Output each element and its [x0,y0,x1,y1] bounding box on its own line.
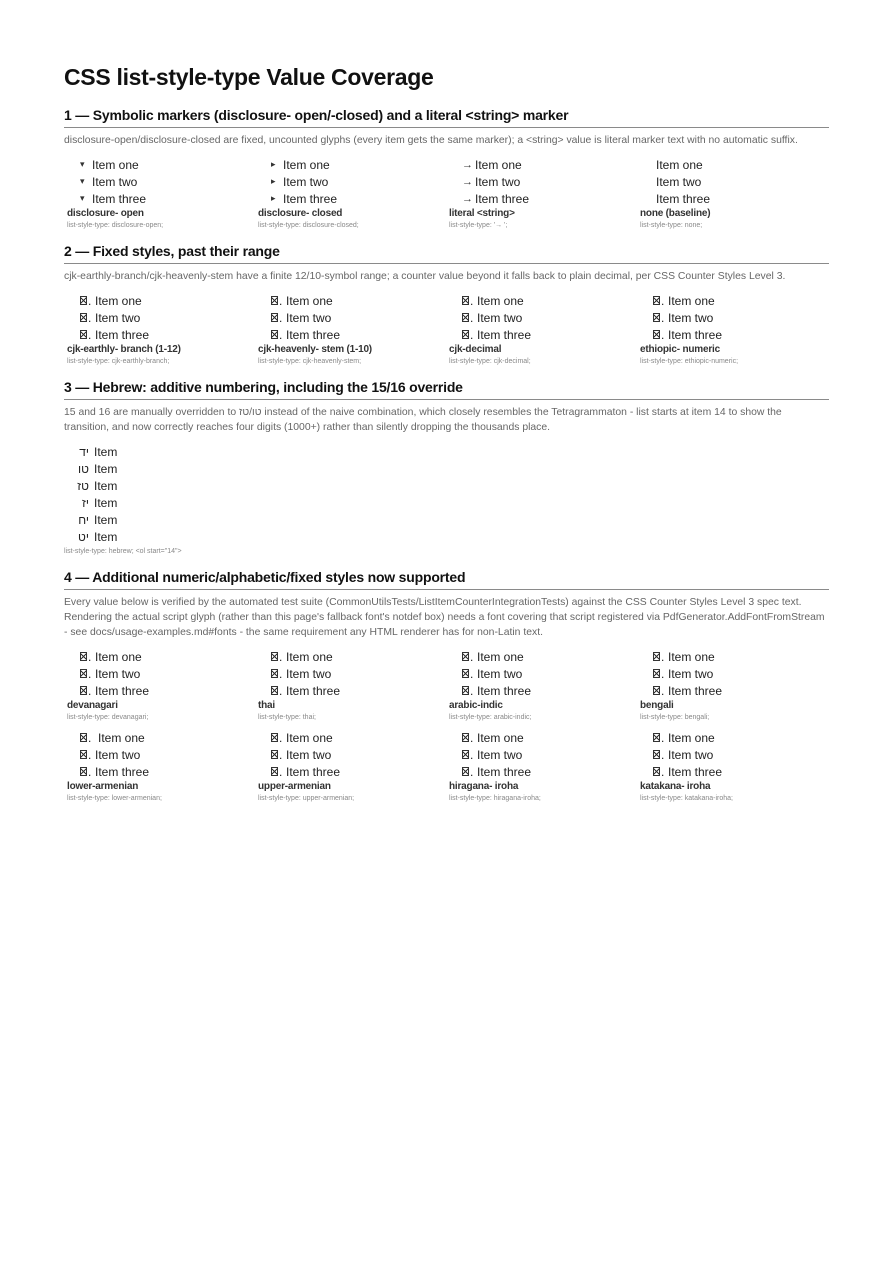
notdef-glyph-icon [653,733,660,742]
notdef-glyph-icon [271,686,278,695]
section-fixed-styles [64,243,829,365]
notdef-glyph-icon [80,313,87,322]
list-item: . Item three [271,682,446,699]
list-item-text: Item one [668,730,715,745]
list-item: . Item one [80,292,255,309]
list-item [80,173,255,190]
list-item-text: Item two [477,666,523,681]
style-label: cjk-decimal [449,344,502,355]
list-item-text: Item one [98,730,145,745]
section-heading: 3 — Hebrew: additive numbering, including the 15/16 override [64,379,829,400]
notdef-glyph-icon [653,669,660,678]
disclosure-open-marker: ▾ [80,193,85,203]
list-item [462,190,637,207]
hebrew-marker: טז [77,478,89,493]
list-item: . Item three [271,326,446,343]
demo-bengali [637,648,828,721]
list-item-text: Item two [477,310,523,325]
notdef-glyph-icon [462,669,469,678]
demo-disclosure-open [64,156,255,229]
demo-devanagari [64,648,255,721]
notdef-glyph-icon [462,767,469,776]
list-item [72,477,829,494]
style-code: list-style-type: ethiopic-numeric; [640,358,739,365]
style-code: list-style-type: cjk-heavenly-stem; [258,358,362,365]
section-description: Every value below is verified by the automated test suite (CommonUtilsTests/ListItemCounterIntegrationTests) against the CSS Counter Styles Level 3 spec text. Rendering the actual script glyph (rather than this page's fallback font's notdef box) needs a font covering that script registered via PdfGenerator.AddFontFromStream - see docs/usage-examples.md#fonts - the same requirement any HTML renderer has for non-Latin text. [64,597,825,638]
list-item: . Item two [462,746,637,763]
notdef-glyph-icon [271,733,278,742]
hebrew-marker: יד [79,444,89,459]
notdef-glyph-icon [80,733,87,742]
list-item-text: Item [94,461,118,476]
notdef-glyph-icon [80,767,87,776]
demo-thai [255,648,446,721]
style-label: bengali [640,700,674,711]
notdef-glyph-icon [80,652,87,661]
list-item-text: Item two [656,174,702,189]
list-item-text: Item three [92,191,147,206]
section-heading: 1 — Symbolic markers (disclosure- open/-closed) and a literal <string> marker [64,107,829,128]
list-item-text: Item three [477,764,532,779]
arrow-marker: → [462,175,473,188]
list-item-text: Item one [477,649,524,664]
list-item-text: Item two [283,174,329,189]
notdef-glyph-icon [271,313,278,322]
list-item: . Item one [653,648,828,665]
section-description: disclosure-open/disclosure-closed are fixed, uncounted glyphs (every item gets the same marker); a <string> value is literal marker text with no automatic suffix. [64,135,798,146]
hebrew-marker: יז [82,495,89,510]
list-item-text: Item [94,444,118,459]
list-item-text: Item three [283,191,338,206]
list-item: . Item three [80,682,255,699]
list-item: . Item one [462,292,637,309]
list-item [72,511,829,528]
list-item-text: Item one [668,293,715,308]
list-item [72,494,829,511]
notdef-glyph-icon [653,767,660,776]
demo-disclosure-closed [255,156,446,229]
list-grid [64,156,829,229]
style-label: none (baseline) [640,208,711,219]
list-item: . Item one [80,729,255,746]
list-item: . Item one [271,292,446,309]
list-item-text: Item [94,495,118,510]
list-item: . Item two [653,665,828,682]
list-item-text: Item three [477,683,532,698]
list-item: . Item three [80,763,255,780]
hebrew-marker: יט [78,529,89,544]
list-item-text: Item two [92,174,138,189]
style-code: list-style-type: bengali; [640,714,710,721]
notdef-glyph-icon [462,750,469,759]
list-item: . Item two [462,309,637,326]
style-code: list-style-type: upper-armenian; [258,795,355,802]
notdef-glyph-icon [462,330,469,339]
disclosure-closed-marker: ▸ [271,193,276,203]
list-item-text: Item two [668,747,714,762]
style-code: list-style-type: hebrew; <ol start="14"> [64,548,182,555]
demo-katakana-iroha [637,729,828,802]
list-item [80,156,255,173]
list-item-text: Item two [475,174,521,189]
disclosure-open-marker: ▾ [80,159,85,169]
list-item: . Item two [653,309,828,326]
demo-arabic-indic [446,648,637,721]
arrow-marker: → [462,158,473,171]
list-item [271,156,446,173]
list-item-text: Item three [286,683,341,698]
list-item: . Item two [271,746,446,763]
list-item: . Item two [271,665,446,682]
style-code: list-style-type: devanagari; [67,714,149,721]
style-label: arabic-indic [449,700,503,711]
notdef-glyph-icon [80,330,87,339]
list-item: . Item two [653,746,828,763]
list-item [462,173,637,190]
list-item-text: Item one [286,293,333,308]
list-item-text: Item three [95,327,150,342]
list-item-text: Item two [286,747,332,762]
demo-literal-string [446,156,637,229]
list-item: . Item two [80,309,255,326]
list-item: . Item three [462,763,637,780]
list-item-text: Item three [286,764,341,779]
style-code: list-style-type: katakana-iroha; [640,795,733,802]
list-item-text: Item one [477,293,524,308]
notdef-glyph-icon [271,296,278,305]
style-code: list-style-type: cjk-earthly-branch; [67,358,170,365]
list-item: . Item three [462,326,637,343]
section-symbolic-markers [64,107,829,229]
disclosure-open-marker: ▾ [80,176,85,186]
demo-ethiopic-numeric [637,292,828,365]
demo-hiragana-iroha [446,729,637,802]
list-item-text: Item two [477,747,523,762]
list-item: . Item two [80,746,255,763]
list-item: . Item three [80,326,255,343]
section-description: 15 and 16 are manually overridden to טו/טז instead of the naive combination, which closely resembles the Tetragrammaton - list starts at item 14 to show the transition, and now correctly reaches four digits (1000+) rather than silently dropping the thousands place. [64,407,782,433]
style-code: list-style-type: lower-armenian; [67,795,162,802]
notdef-glyph-icon [462,296,469,305]
list-item-text: Item one [283,157,330,172]
style-label: cjk-heavenly- stem (1-10) [258,344,372,355]
list-item-text: Item two [95,310,141,325]
style-code: list-style-type: arabic-indic; [449,714,532,721]
style-label: cjk-earthly- branch (1-12) [67,344,181,355]
notdef-glyph-icon [271,767,278,776]
hebrew-list [64,443,829,545]
list-item-text: Item three [668,764,723,779]
list-item: . Item one [653,292,828,309]
list-item-text: Item three [656,191,711,206]
list-item-text: Item two [95,747,141,762]
section-description: cjk-earthly-branch/cjk-heavenly-stem have a finite 12/10-symbol range; a counter value beyond it falls back to plain decimal, per CSS Counter Styles Level 3. [64,271,786,282]
notdef-glyph-icon [462,652,469,661]
list-item-text: Item one [95,293,142,308]
list-item [72,460,829,477]
notdef-glyph-icon [271,330,278,339]
list-item [72,528,829,545]
list-grid [64,648,829,721]
section-additional-styles [64,569,829,802]
list-item-text: Item two [95,666,141,681]
list-item: . Item one [653,729,828,746]
style-code: list-style-type: cjk-decimal; [449,358,531,365]
list-item-text: Item one [475,157,522,172]
demo-cjk-earthly-branch [64,292,255,365]
notdef-glyph-icon [653,313,660,322]
style-label: lower-armenian [67,781,139,792]
notdef-glyph-icon [653,652,660,661]
list-item [653,190,828,207]
demo-cjk-decimal [446,292,637,365]
demo-cjk-heavenly-stem [255,292,446,365]
list-item: . Item three [271,763,446,780]
style-label: upper-armenian [258,781,331,792]
list-item-text: Item three [95,764,150,779]
section-hebrew [64,379,829,555]
list-item-text: Item three [477,327,532,342]
style-code: list-style-type: thai; [258,714,316,721]
list-item [653,173,828,190]
list-item-text: Item three [95,683,150,698]
list-item: . Item one [80,648,255,665]
list-item: . Item one [462,648,637,665]
notdef-glyph-icon [653,296,660,305]
list-item [80,190,255,207]
notdef-glyph-icon [271,669,278,678]
list-item-text: Item two [286,666,332,681]
disclosure-closed-marker: ▸ [271,176,276,186]
list-item-text: Item one [95,649,142,664]
list-item [653,156,828,173]
notdef-glyph-icon [80,686,87,695]
list-item: . Item two [462,665,637,682]
hebrew-marker: טו [78,461,89,476]
notdef-glyph-icon [462,313,469,322]
list-item: . Item three [653,682,828,699]
notdef-glyph-icon [653,330,660,339]
list-item: . Item three [653,763,828,780]
style-code: list-style-type: none; [640,222,703,229]
list-item-text: Item one [286,730,333,745]
list-item: . Item three [462,682,637,699]
list-item [72,443,829,460]
style-label: thai [258,700,275,711]
list-item-text: Item one [286,649,333,664]
list-grid [64,729,829,802]
style-label: devanagari [67,700,118,711]
list-item [271,173,446,190]
disclosure-closed-marker: ▸ [271,159,276,169]
list-item-text: Item two [668,666,714,681]
list-grid [64,292,829,365]
demo-upper-armenian [255,729,446,802]
list-item-text: Item three [475,191,530,206]
page-title: CSS list-style-type Value Coverage [64,64,434,90]
hebrew-marker: יח [78,512,89,527]
style-label: hiragana- iroha [449,781,519,792]
notdef-glyph-icon [80,750,87,759]
notdef-glyph-icon [80,296,87,305]
notdef-glyph-icon [653,686,660,695]
notdef-glyph-icon [271,750,278,759]
section-heading: 2 — Fixed styles, past their range [64,243,829,264]
notdef-glyph-icon [271,652,278,661]
list-item-text: Item three [286,327,341,342]
list-item-text: Item [94,478,118,493]
list-item-text: Item three [668,327,723,342]
notdef-glyph-icon [653,750,660,759]
style-label: disclosure- closed [258,208,343,219]
list-item: . Item two [80,665,255,682]
list-item-text: Item one [477,730,524,745]
style-label: katakana- iroha [640,781,711,792]
list-item: . Item two [271,309,446,326]
list-item-text: Item one [92,157,139,172]
list-item: . Item one [462,729,637,746]
style-code: list-style-type: '→ '; [449,222,508,229]
notdef-glyph-icon [80,669,87,678]
arrow-marker: → [462,192,473,205]
notdef-glyph-icon [462,686,469,695]
style-code: list-style-type: disclosure-open; [67,222,164,229]
list-item-text: Item [94,529,118,544]
demo-none [637,156,828,229]
list-item-text: Item two [668,310,714,325]
list-item-text: Item three [668,683,723,698]
list-item [271,190,446,207]
list-item: . Item one [271,648,446,665]
list-item: . Item one [271,729,446,746]
style-label: ethiopic- numeric [640,344,720,355]
style-code: list-style-type: disclosure-closed; [258,222,359,229]
demo-lower-armenian [64,729,255,802]
list-item-text: Item one [668,649,715,664]
list-item [462,156,637,173]
style-label: disclosure- open [67,208,144,219]
notdef-glyph-icon [462,733,469,742]
list-item-text: Item [94,512,118,527]
list-item: . Item three [653,326,828,343]
list-item-text: Item two [286,310,332,325]
style-code: list-style-type: hiragana-iroha; [449,795,541,802]
section-heading: 4 — Additional numeric/alphabetic/fixed styles now supported [64,569,829,590]
list-item-text: Item one [656,157,703,172]
style-label: literal <string> [449,208,515,219]
